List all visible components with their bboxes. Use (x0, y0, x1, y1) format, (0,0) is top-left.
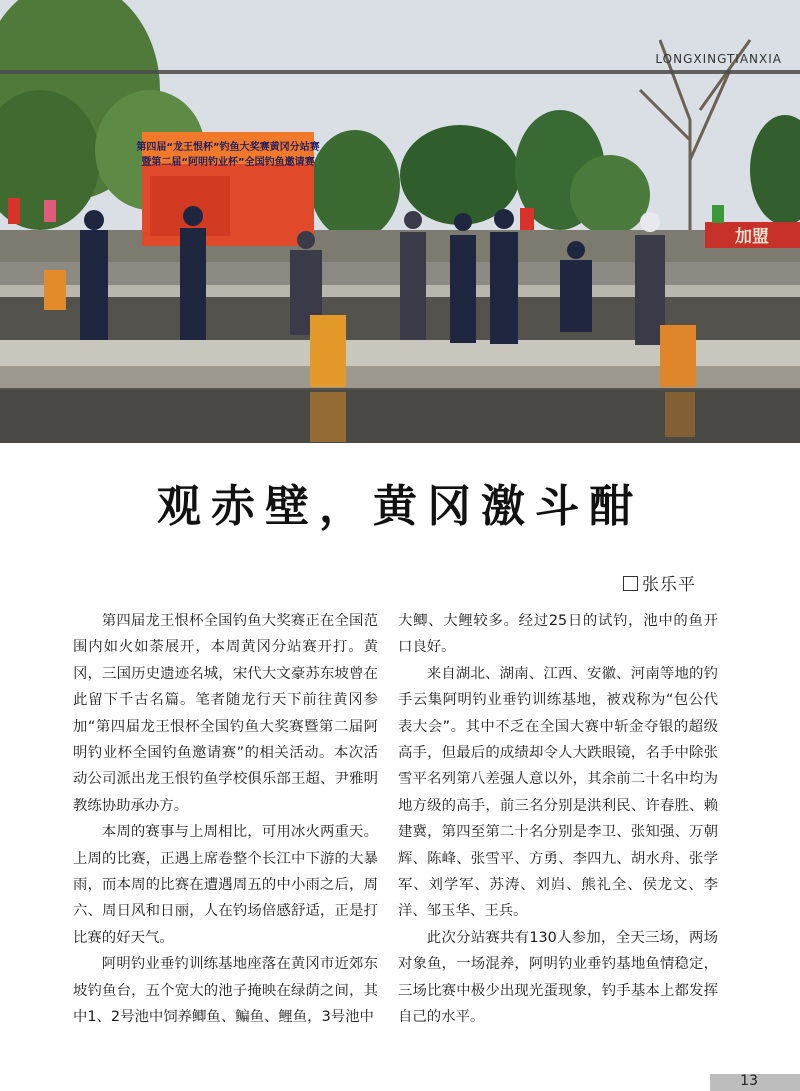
article-title: 观赤壁，黄冈激斗酣 (157, 481, 643, 532)
paragraph: 此次分站赛共有130人参加，全天三场，两场对象鱼，一场混养，阿明钓业垂钓基地鱼情稳定，三场比赛中极少出现光蛋现象，钓手基本上都发挥自己的水平。 (398, 929, 718, 1026)
header-rule (0, 70, 800, 74)
banner-line-1: 第四届“龙王恨杯”钓鱼大奖赛黄冈分站赛 (136, 142, 320, 153)
paragraph: 本周的赛事与上周相比，可用冰火两重天。上周的比赛，正遇上席卷整个长江中下游的大暴雨，而本周的比赛在遭遇周五的中小雨之后，周六、周日风和日丽，人在钓场倍感舒适，正是打比赛的好天气。 (73, 824, 378, 946)
photo-scene (0, 0, 800, 443)
author-name: 张乐平 (642, 575, 696, 595)
banner-line-2: 暨第二届“阿明钓业杯”全国钓鱼邀请赛 (141, 157, 315, 168)
right-column (398, 608, 718, 1031)
paragraph-continuation: 大鲫、大鲤较多。经过25日的试钓，池中的鱼开口良好。 (398, 613, 718, 656)
author-byline (623, 570, 696, 595)
left-column (73, 608, 378, 1031)
page-number: 13 (740, 1073, 758, 1089)
event-photo (0, 0, 800, 443)
byline-box-icon (623, 576, 638, 591)
paragraph: 来自湖北、湖南、江西、安徽、河南等地的钓手云集阿明钓业垂钓训练基地，被戏称为“包公代表大会”。其中不乏在全国大赛中斩金夺银的超级高手，但最后的成绩却令人大跌眼镜，名手中除张雪平名列第八差强人意以外，其余前二十名中均为地方级的高手，前三名分别是洪利民、许春胜、赖建冀，第四至第二十名分别是李卫、张知强、万朝辉、陈峰、张雪平、方勇、李四九、胡水舟、张学军、刘学军、苏涛、刘岿、熊礼全、侯龙文、李洋、邹玉华、王兵。 (398, 665, 718, 920)
paragraph: 阿明钓业垂钓训练基地座落在黄冈市近郊东坡钓鱼台，五个宽大的池子掩映在绿荫之间，其中1、2号池中饲养鲫鱼、鳊鱼、鲤鱼，3号池中 (73, 956, 378, 1026)
section-tag: LONGXINGTIANXIA (655, 52, 782, 66)
right-banner-text: 加盟 (735, 227, 769, 247)
paragraph: 第四届龙王恨杯全国钓鱼大奖赛正在全国范围内如火如荼展开，本周黄冈分站赛开打。黄冈，三国历史遗迹名城，宋代大文豪苏东坡曾在此留下千古名篇。笔者随龙行天下前往黄冈参加“第四届龙王恨杯全国钓鱼大奖赛暨第二届阿明钓业杯全国钓鱼邀请赛”的相关活动。本次活动公司派出龙王恨钓鱼学校俱乐部王超、尹雅明教练协助承办方。 (73, 613, 378, 814)
